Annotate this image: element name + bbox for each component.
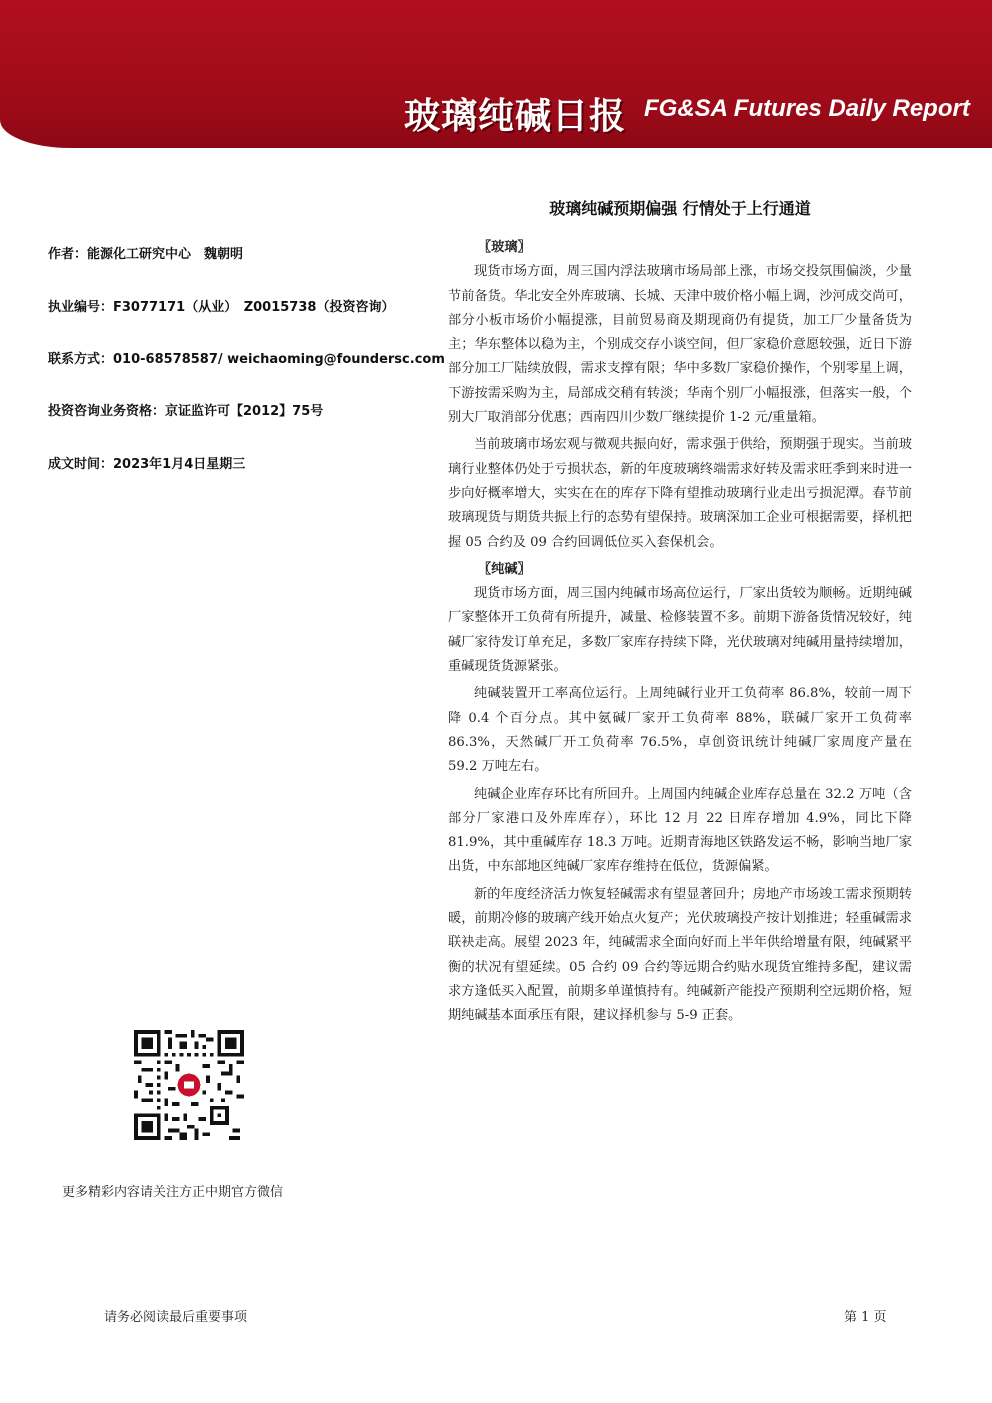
- qualification-line: 投资咨询业务资格：京证监许可【2012】75号: [48, 404, 324, 419]
- paragraph: 纯碱企业库存环比有所回升。上周国内纯碱企业库存总量在 32.2 万吨（含部分厂家港口及外库库存），环比 12 月 22 日库存增加 4.9%，同比下降 81.9%，其中重碱库存 18.3 万吨。近期青海地区铁路发运不畅，影响当地厂家出货，中东部地区纯碱厂家库存维持在低位，货源偏紧。: [448, 786, 912, 875]
- report-name-cn: 玻璃纯碱日报: [404, 96, 627, 137]
- qr-caption: 更多精彩内容请关注方正中期官方微信: [62, 1185, 284, 1200]
- contact-line: 联系方式：010-68578587/ weichaoming@foundersc.com: [48, 352, 445, 367]
- license-line: 执业编号：F3077171（从业） Z0015738（投资咨询）: [48, 300, 395, 315]
- paragraph: 新的年度经济活力恢复轻碱需求有望显著回升；房地产市场竣工需求预期转暖，前期冷修的玻璃产线开始点火复产；光伏玻璃投产按计划推进；轻重碱需求联袂走高。展望 2023 年，纯碱需求全面向好而上半年供给增量有限，纯碱紧平衡的状况有望延续。05 合约 09 合约等远期合约贴水现货宜维持多配，建议需求方逢低买入配置，前期多单谨慎持有。纯碱新产能投产预期利空远期价格，短期纯碱基本面承压有限，建议择机参与 5-9 正套。: [448, 886, 912, 1024]
- author-line: 作者：能源化工研究中心 魏朝明: [48, 247, 244, 262]
- section-heading: 〖玻璃〗: [478, 240, 531, 255]
- section-glass: [448, 236, 912, 555]
- report-name-en: FG&SA Futures Daily Report: [644, 95, 970, 122]
- paragraph: 现货市场方面，周三国内纯碱市场高位运行，厂家出货较为顺畅。近期纯碱厂家整体开工负荷有所提升，减量、检修装置不多。前期下游备货情况较好，纯碱厂家待发订单充足，多数厂家库存持续下降，光伏玻璃对纯碱用量持续增加，重碱现货货源紧张。: [448, 586, 912, 675]
- date-line: 成文时间：2023年1月4日星期三: [48, 457, 246, 472]
- qr-code: [134, 1030, 244, 1140]
- report-body: [448, 236, 912, 1032]
- paragraph: 纯碱装置开工率高位运行。上周纯碱行业开工负荷率 86.8%，较前一周下降 0.4 个百分点。其中氨碱厂家开工负荷率 88%，联碱厂家开工负荷率 86.3%，天然碱厂开工负荷率 76.5%，卓创资讯统计纯碱厂家周度产量在 59.2 万吨左右。: [448, 686, 912, 775]
- page-number: 第 1 页: [844, 1310, 887, 1325]
- footer-disclaimer: 请务必阅读最后重要事项: [104, 1310, 248, 1325]
- section-heading: 〖纯碱〗: [478, 561, 531, 577]
- report-title: 玻璃纯碱预期偏强 行情处于上行通道: [549, 199, 811, 218]
- paragraph: 当前玻璃市场宏观与微观共振向好，需求强于供给，预期强于现实。当前玻璃行业整体仍处于亏损状态，新的年度玻璃终端需求好转及需求旺季到来时进一步向好概率增大，实实在在的库存下降有望推动玻璃行业走出亏损泥潭。春节前玻璃现货与期货共振上行的态势有望保持。玻璃深加工企业可根据需要，择机把握 05 合约及 09 合约回调低位买入套保机会。: [448, 437, 912, 550]
- paragraph: 现货市场方面，周三国内浮法玻璃市场局部上涨，市场交投氛围偏淡，少量节前备货。华北安全外库玻璃、长城、天津中玻价格小幅上调，沙河成交尚可，部分小板市场价小幅提涨，目前贸易商及期现商仍有提货，加工厂少量备货为主；华东整体以稳为主，个别成交存小谈空间，但厂家稳价意愿较强，近日下游部分加工厂陆续放假，需求支撑有限；华中多数厂家稳价操作，个别零星上调，下游按需采购为主，局部成交稍有转淡；华南个别厂小幅报涨，但落实一般，个别大厂取消部分优惠；西南四川少数厂继续提价 1-2 元/重量箱。: [448, 264, 912, 426]
- section-soda-ash: [448, 558, 912, 1029]
